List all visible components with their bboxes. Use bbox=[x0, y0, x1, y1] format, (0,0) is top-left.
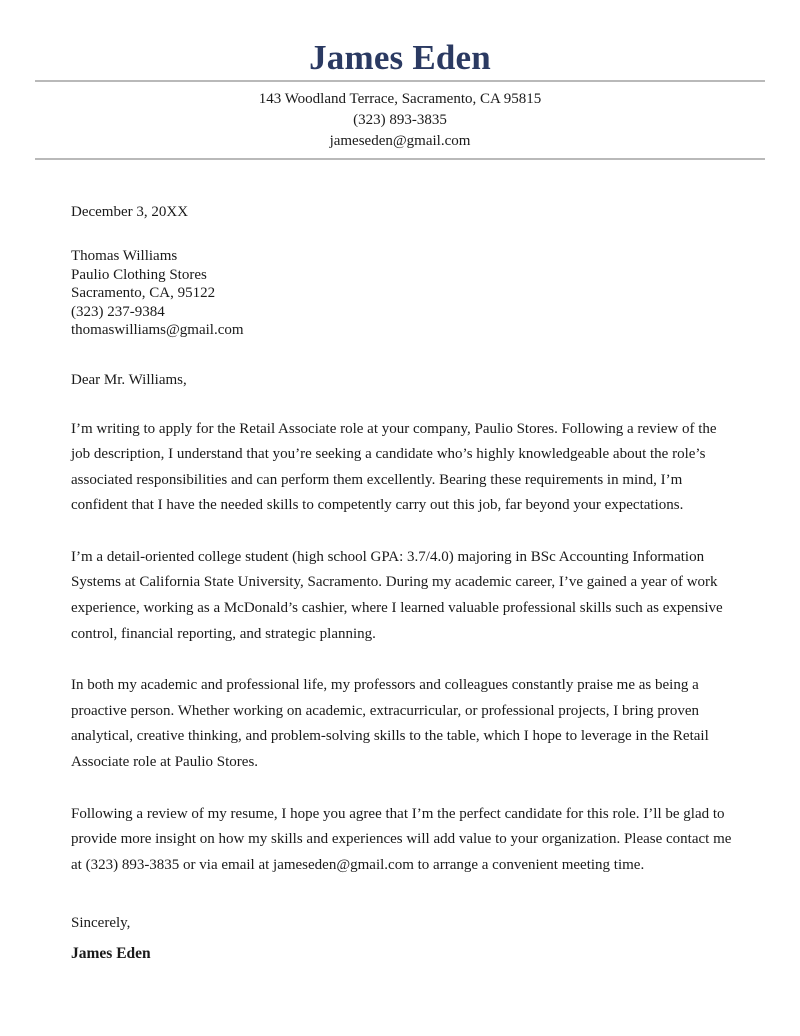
page-title: James Eden bbox=[309, 38, 491, 77]
recipient-phone: (323) 237-9384 bbox=[71, 303, 165, 320]
recipient-address-block bbox=[71, 247, 735, 340]
letterhead bbox=[0, 0, 800, 160]
signature-name: James Eden bbox=[71, 945, 151, 963]
recipient-email: thomaswilliams@gmail.com bbox=[71, 322, 244, 338]
letter-date: December 3, 20XX bbox=[71, 204, 189, 220]
letter-body bbox=[0, 201, 800, 965]
body-paragraph-1: I’m writing to apply for the Retail Associate role at your company, Paulio Stores. Following a review of the job description, I understand that you’re seeking a candidate who’s highly knowledgeable about the role’s associated responsibilities and can perform them excellently. Bearing these requirements in mind, I’m confident that I have the needed skills to competently carry out this job, far beyond your expectations. bbox=[71, 420, 717, 514]
recipient-name: Thomas Williams bbox=[71, 248, 178, 264]
salutation: Dear Mr. Williams, bbox=[71, 371, 187, 388]
recipient-company: Paulio Clothing Stores bbox=[71, 266, 207, 283]
body-paragraph-4: Following a review of my resume, I hope you agree that I’m the perfect candidate for this role. I’ll be glad to provide more insight on how my skills and experiences will add value to your organization. Please contact me at (323) 893-3835 or via email at jameseden@gmail.com to arrange a convenient meeting time. bbox=[71, 805, 732, 873]
recipient-city-state-zip: Sacramento, CA, 95122 bbox=[71, 285, 216, 301]
contact-email: jameseden@gmail.com bbox=[329, 133, 471, 149]
header-divider-bottom bbox=[35, 158, 765, 160]
closing-salutation: Sincerely, bbox=[71, 915, 131, 932]
contact-address: 143 Woodland Terrace, Sacramento, CA 95815 bbox=[258, 91, 542, 107]
contact-block bbox=[0, 82, 800, 155]
contact-phone: (323) 893-3835 bbox=[353, 112, 447, 128]
body-paragraph-2: I’m a detail-oriented college student (high school GPA: 3.7/4.0) majoring in BSc Accounting Information Systems at California State University, Sacramento. During my academic career, I’ve gained a year of work experience, working as a McDonald’s cashier, where I learned valuable professional skills such as expensive control, financial reporting, and strategic planning. bbox=[71, 548, 723, 642]
body-paragraph-3: In both my academic and professional life, my professors and colleagues constantly praise me as being a proactive person. Whether working on academic, extracurricular, or professional projects, I bring proven analytical, creative thinking, and problem-solving skills to the table, which I hope to leverage in the Retail Associate role at Paulio Stores. bbox=[71, 677, 709, 771]
